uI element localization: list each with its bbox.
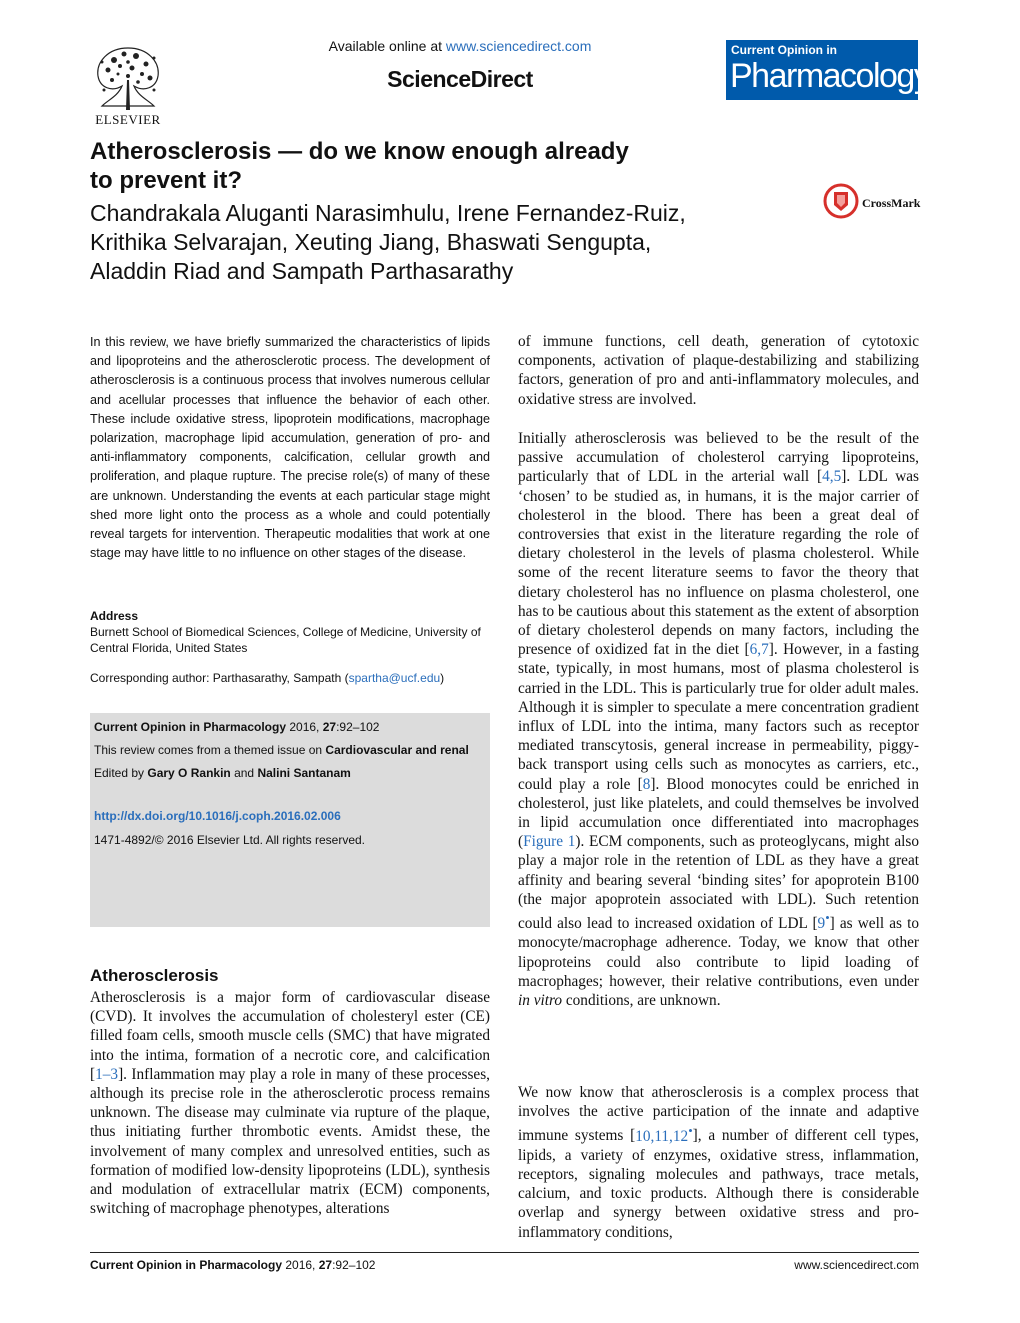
italic-term: in vitro — [518, 991, 563, 1009]
reference-link[interactable] — [635, 1123, 693, 1145]
journal-logo — [726, 40, 930, 100]
reference-mark: • — [688, 1123, 693, 1138]
crossmark-button[interactable] — [823, 183, 933, 223]
footer-volume: 27 — [318, 1258, 333, 1272]
paragraph-text: Initially atherosclerosis was believed to be the result of the passive accumulation of cholesterol carrying lipoproteins, particularly that of LDL in the arterial wall [ — [518, 430, 919, 486]
corresponding-prefix: Corresponding author: Parthasarathy, Sampath ( — [90, 671, 349, 685]
authors-line-3: Aladdin Riad and Sampath Parthasarathy — [90, 258, 514, 284]
reference-number: 10,11,12 — [635, 1127, 689, 1145]
paragraph-text: conditions, are unknown. — [562, 991, 721, 1009]
doi-link[interactable]: http://dx.doi.org/10.1016/j.coph.2016.02.006 — [94, 809, 341, 823]
citation-journal: Current Opinion in Pharmacology — [94, 720, 287, 734]
body-column-2-para-3 — [518, 1083, 919, 1242]
reference-link[interactable] — [817, 911, 830, 933]
corresponding-author — [90, 671, 490, 685]
crossmark-icon — [823, 183, 859, 219]
theme-prefix: This review comes from a themed issue on — [94, 743, 326, 757]
body-column-2-para-2 — [518, 429, 919, 1010]
abstract — [90, 333, 490, 563]
figure-link[interactable]: Figure 1 — [523, 833, 576, 851]
corresponding-email-link[interactable]: spartha@ucf.edu — [348, 671, 441, 685]
title-line-1: Atherosclerosis — do we know enough already — [90, 138, 629, 165]
copyright-line: 1471-4892/© 2016 Elsevier Ltd. All rights reserved. — [94, 833, 365, 847]
reference-mark: • — [825, 911, 830, 926]
doi-line — [94, 809, 341, 823]
publisher-name: ELSEVIER — [95, 112, 161, 127]
reference-number: 9 — [817, 915, 826, 933]
citation-volume: 27 — [322, 720, 337, 734]
elsevier-tree-icon — [88, 40, 168, 112]
journal-logo-top: Current Opinion in — [731, 43, 837, 57]
edited-prefix: Edited by — [94, 766, 148, 780]
citation-line — [94, 720, 379, 734]
footer-url: www.sciencedirect.com — [794, 1258, 919, 1272]
footer-divider — [90, 1252, 919, 1253]
paragraph — [518, 1083, 919, 1242]
paragraph — [90, 988, 490, 1218]
theme-line — [94, 743, 469, 757]
footer-year: 2016, — [282, 1258, 319, 1272]
reference-link[interactable]: 1–3 — [95, 1065, 119, 1083]
footer-pages: :92–102 — [332, 1258, 376, 1272]
reference-link[interactable]: 6,7 — [749, 641, 769, 659]
available-online-text: Available online at — [328, 38, 442, 54]
paragraph-text: Atherosclerosis is a major form of cardiovascular disease (CVD). It involves the accumulation of cholesteryl ester (CE) filled foam cells, smooth muscle cells (SMC) that have migrated into the intima, formation of a necrotic core, and calcification [ — [90, 989, 490, 1083]
editors-and: and — [230, 766, 258, 780]
address-heading: Address — [90, 609, 139, 623]
address-text: Burnett School of Biomedical Sciences, College of Medicine, University of Central Florida, United States — [90, 625, 481, 655]
authors-line-2: Krithika Selvarajan, Xeuting Jiang, Bhaswati Sengupta, — [90, 229, 652, 255]
paragraph-text: ]. Blood monocytes could be enriched in cholesterol, just like platelets, and could themselves be involved in lipid accumulation once differentiated into macrophages ( — [518, 775, 919, 851]
reference-link[interactable]: 4,5 — [822, 468, 842, 486]
section-heading: Atherosclerosis — [90, 966, 219, 985]
citation-pages: :92–102 — [336, 720, 380, 734]
paragraph-text: We now know that atherosclerosis is a complex process that involves the active participation of the innate and adaptive immune systems [ — [518, 1084, 919, 1145]
editors-line — [94, 766, 351, 780]
authors-line-1: Chandrakala Aluganti Narasimhulu, Irene Fernandez-Ruiz, — [90, 200, 686, 226]
journal-logo-main: Pharmacology — [730, 57, 930, 95]
sciencedirect-url-link[interactable]: www.sciencedirect.com — [445, 38, 592, 54]
corresponding-suffix: ) — [440, 671, 445, 685]
paragraph-text: ]. LDL was ‘chosen’ to be studied as, in humans, it is the major carrier of cholesterol in the blood. There has been a great deal of controversies that exist in the literature regarding the role of dietary cholesterol in the levels of plasma cholesterol. While some of the recent literature seems to favor the theory that dietary cholesterol has no influence on plasma cholesterol, one has to be cautious about this statement as the extent of absorption of dietary cholesterol depends on many factors, including the presence of oxidized fat in the diet [ — [518, 468, 919, 659]
editor-1: Gary O Rankin — [147, 766, 231, 780]
theme-name: Cardiovascular and renal — [325, 743, 469, 757]
footer-journal: Current Opinion in Pharmacology — [90, 1258, 283, 1272]
author-list — [90, 199, 780, 286]
article-title — [90, 137, 730, 195]
elsevier-logo — [88, 40, 168, 126]
available-online-line — [300, 38, 620, 54]
article-info-box — [90, 713, 490, 927]
paragraph-text: ]. Inflammation may play a role in many of these processes, although its precise role in the atherosclerotic process remains unknown. The disease may culminate via rupture of the plaque, thus initiating further thrombotic events. Amidst these, the involvement of many complex and unresolved entities, such as formation of modified low-density lipoproteins (LDL), synthesis and modulation of extracellular matrix (ECM) components, switching of macrophage phenotypes, alterations — [90, 1065, 490, 1218]
paragraph: of immune functions, cell death, generation of cytotoxic components, activation of plaque-destabilizing and stabilizing factors, generation of pro and anti-inflammatory molecules, and oxidative stress are involved. — [518, 333, 919, 408]
title-line-2: to prevent it? — [90, 167, 243, 194]
sciencedirect-wordmark: ScienceDirect — [387, 66, 533, 92]
abstract-text: In this review, we have briefly summarized the characteristics of lipids and lipoproteins and the atherosclerotic process. The development of atherosclerosis is a continuous process that involves numerous cellular and acellular processes that influence the behavior of each other. These include oxidative stress, lipoprotein modifications, macrophage polarization, macrophage lipid accumulation, generation of pro- and anti-inflammatory components, calcification, cellular growth and proliferation, and plaque rupture. The precise role(s) of many of these are unknown. Understanding the events at each particular stage might shed more light onto the process as a whole and could potentially reveal targets for intervention. Therapeutic modalities that work at one stage may have little to no influence on other stages of the disease. — [90, 335, 490, 561]
citation-year: 2016, — [286, 720, 323, 734]
crossmark-label: CrossMark — [862, 196, 921, 210]
paragraph-text: ], a number of different cell types, lipids, a variety of enzymes, oxidative stress, inflammation, receptors, signaling molecules and pathways, trace metals, calcium, and toxic products. Although there is considerable overlap and synergy between oxidative stress and pro-inflammatory conditions, — [518, 1127, 919, 1241]
body-column-1 — [90, 988, 490, 1218]
paragraph-text: ] as well as to monocyte/macrophage adherence. Today, we know that other lipoproteins could also contribute to lipid loading of macrophages; however, their relative contributions, even under — [518, 915, 919, 990]
paragraph-text: ]. However, in a fasting state, typically, in most humans, most of plasma cholesterol is carried in the LDL. This is particularly true for older adult males. Although it is simpler to speculate a mere concentration gradient influx of LDL into the intima, many factors such as receptor mediated transcytosis, general increase in permeability, piggy-back transport using cells such as monocytes as carriers, etc., could play a role [ — [518, 641, 919, 793]
body-column-2-para-1 — [518, 332, 919, 409]
footer-citation — [90, 1258, 375, 1272]
paragraph — [518, 429, 919, 1010]
reference-link[interactable]: 8 — [642, 775, 651, 793]
paragraph-text: ). ECM components, such as proteoglycans, might also play a major role in the retention of LDL as they have a great affinity and bearing several ‘binding sites’ for apoprotein B100 (the major apoprotein associated with LDL). Such retention could also lead to increased oxidation of LDL [ — [518, 833, 919, 933]
editor-2: Nalini Santanam — [257, 766, 351, 780]
